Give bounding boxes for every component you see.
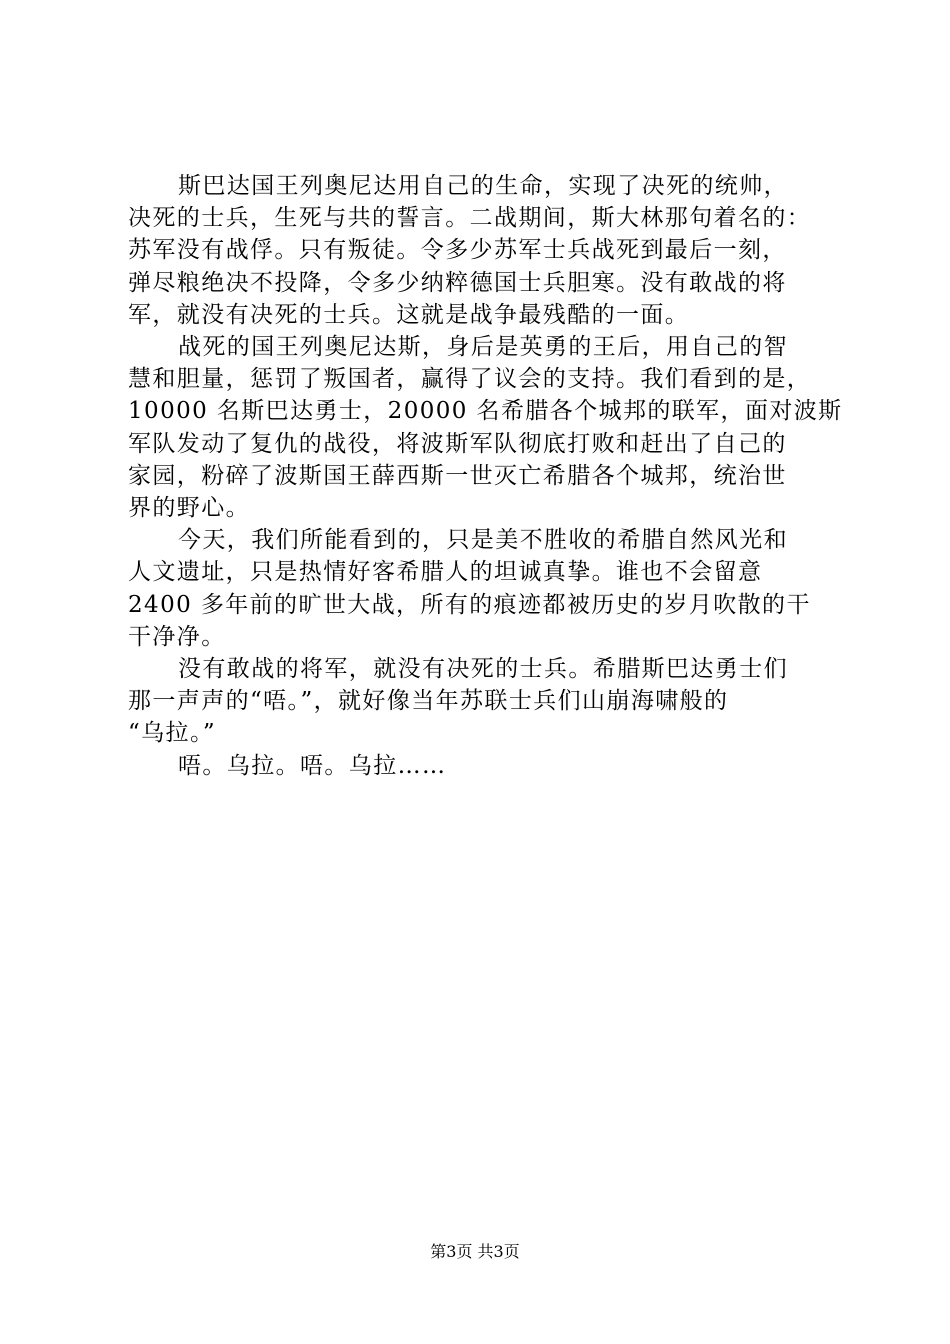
paragraph-2-line-1: 战死的国王列奥尼达斯，身后是英勇的王后，用自己的智	[178, 334, 788, 361]
paragraph-1-line-4: 弹尽粮绝决不投降，令多少纳粹德国士兵胆寒。没有敢战的将	[128, 269, 787, 296]
paragraph-4-line-3: “乌拉。”	[128, 720, 217, 747]
paragraph-1-line-5: 军，就没有决死的士兵。这就是战争最残酷的一面。	[128, 301, 690, 328]
paragraph-4-line-1: 没有敢战的将军，就没有决死的士兵。希腊斯巴达勇士们	[178, 656, 788, 683]
paragraph-1-line-1: 斯巴达国王列奥尼达用自己的生命，实现了决死的统帅，	[178, 173, 788, 199]
paragraph-2-line-4: 军队发动了复仇的战役，将波斯军队彻底打败和赶出了自己的	[128, 430, 787, 457]
paragraph-5-line-1: 唔。乌拉。唔。乌拉……	[178, 752, 447, 779]
paragraph-1-line-2: 决死的士兵，生死与共的誓言。二战期间，斯大林那句着名的：	[128, 205, 812, 232]
paragraph-4-line-2: 那一声声的“唔。”，就好像当年苏联士兵们山崩海啸般的	[128, 688, 729, 715]
paragraph-2-line-3: 10000 名斯巴达勇士，20000 名希腊各个城邦的联军，面对波斯	[128, 398, 843, 425]
paragraph-3-line-1: 今天，我们所能看到的，只是美不胜收的希腊自然风光和	[178, 527, 788, 554]
page-number-label: 第3页 共3页	[430, 1242, 520, 1261]
paragraph-3-line-3: 2400 多年前的旷世大战，所有的痕迹都被历史的岁月吹散的干	[128, 591, 811, 618]
paragraph-2-line-6: 界的野心。	[128, 495, 250, 522]
paragraph-3-line-2: 人文遗址，只是热情好客希腊人的坦诚真挚。谁也不会留意	[128, 559, 763, 586]
paragraph-2-line-5: 家园，粉碎了波斯国王薛西斯一世灭亡希腊各个城邦，统治世	[128, 462, 787, 489]
paragraph-2-line-2: 慧和胆量，惩罚了叛国者，赢得了议会的支持。我们看到的是，	[128, 366, 812, 393]
page-footer	[0, 1240, 950, 1264]
paragraph-3-line-4: 干净净。	[128, 623, 226, 650]
paragraph-1-line-3: 苏军没有战俘。只有叛徒。令多少苏军士兵战死到最后一刻，	[128, 237, 787, 264]
article-body	[128, 170, 843, 782]
